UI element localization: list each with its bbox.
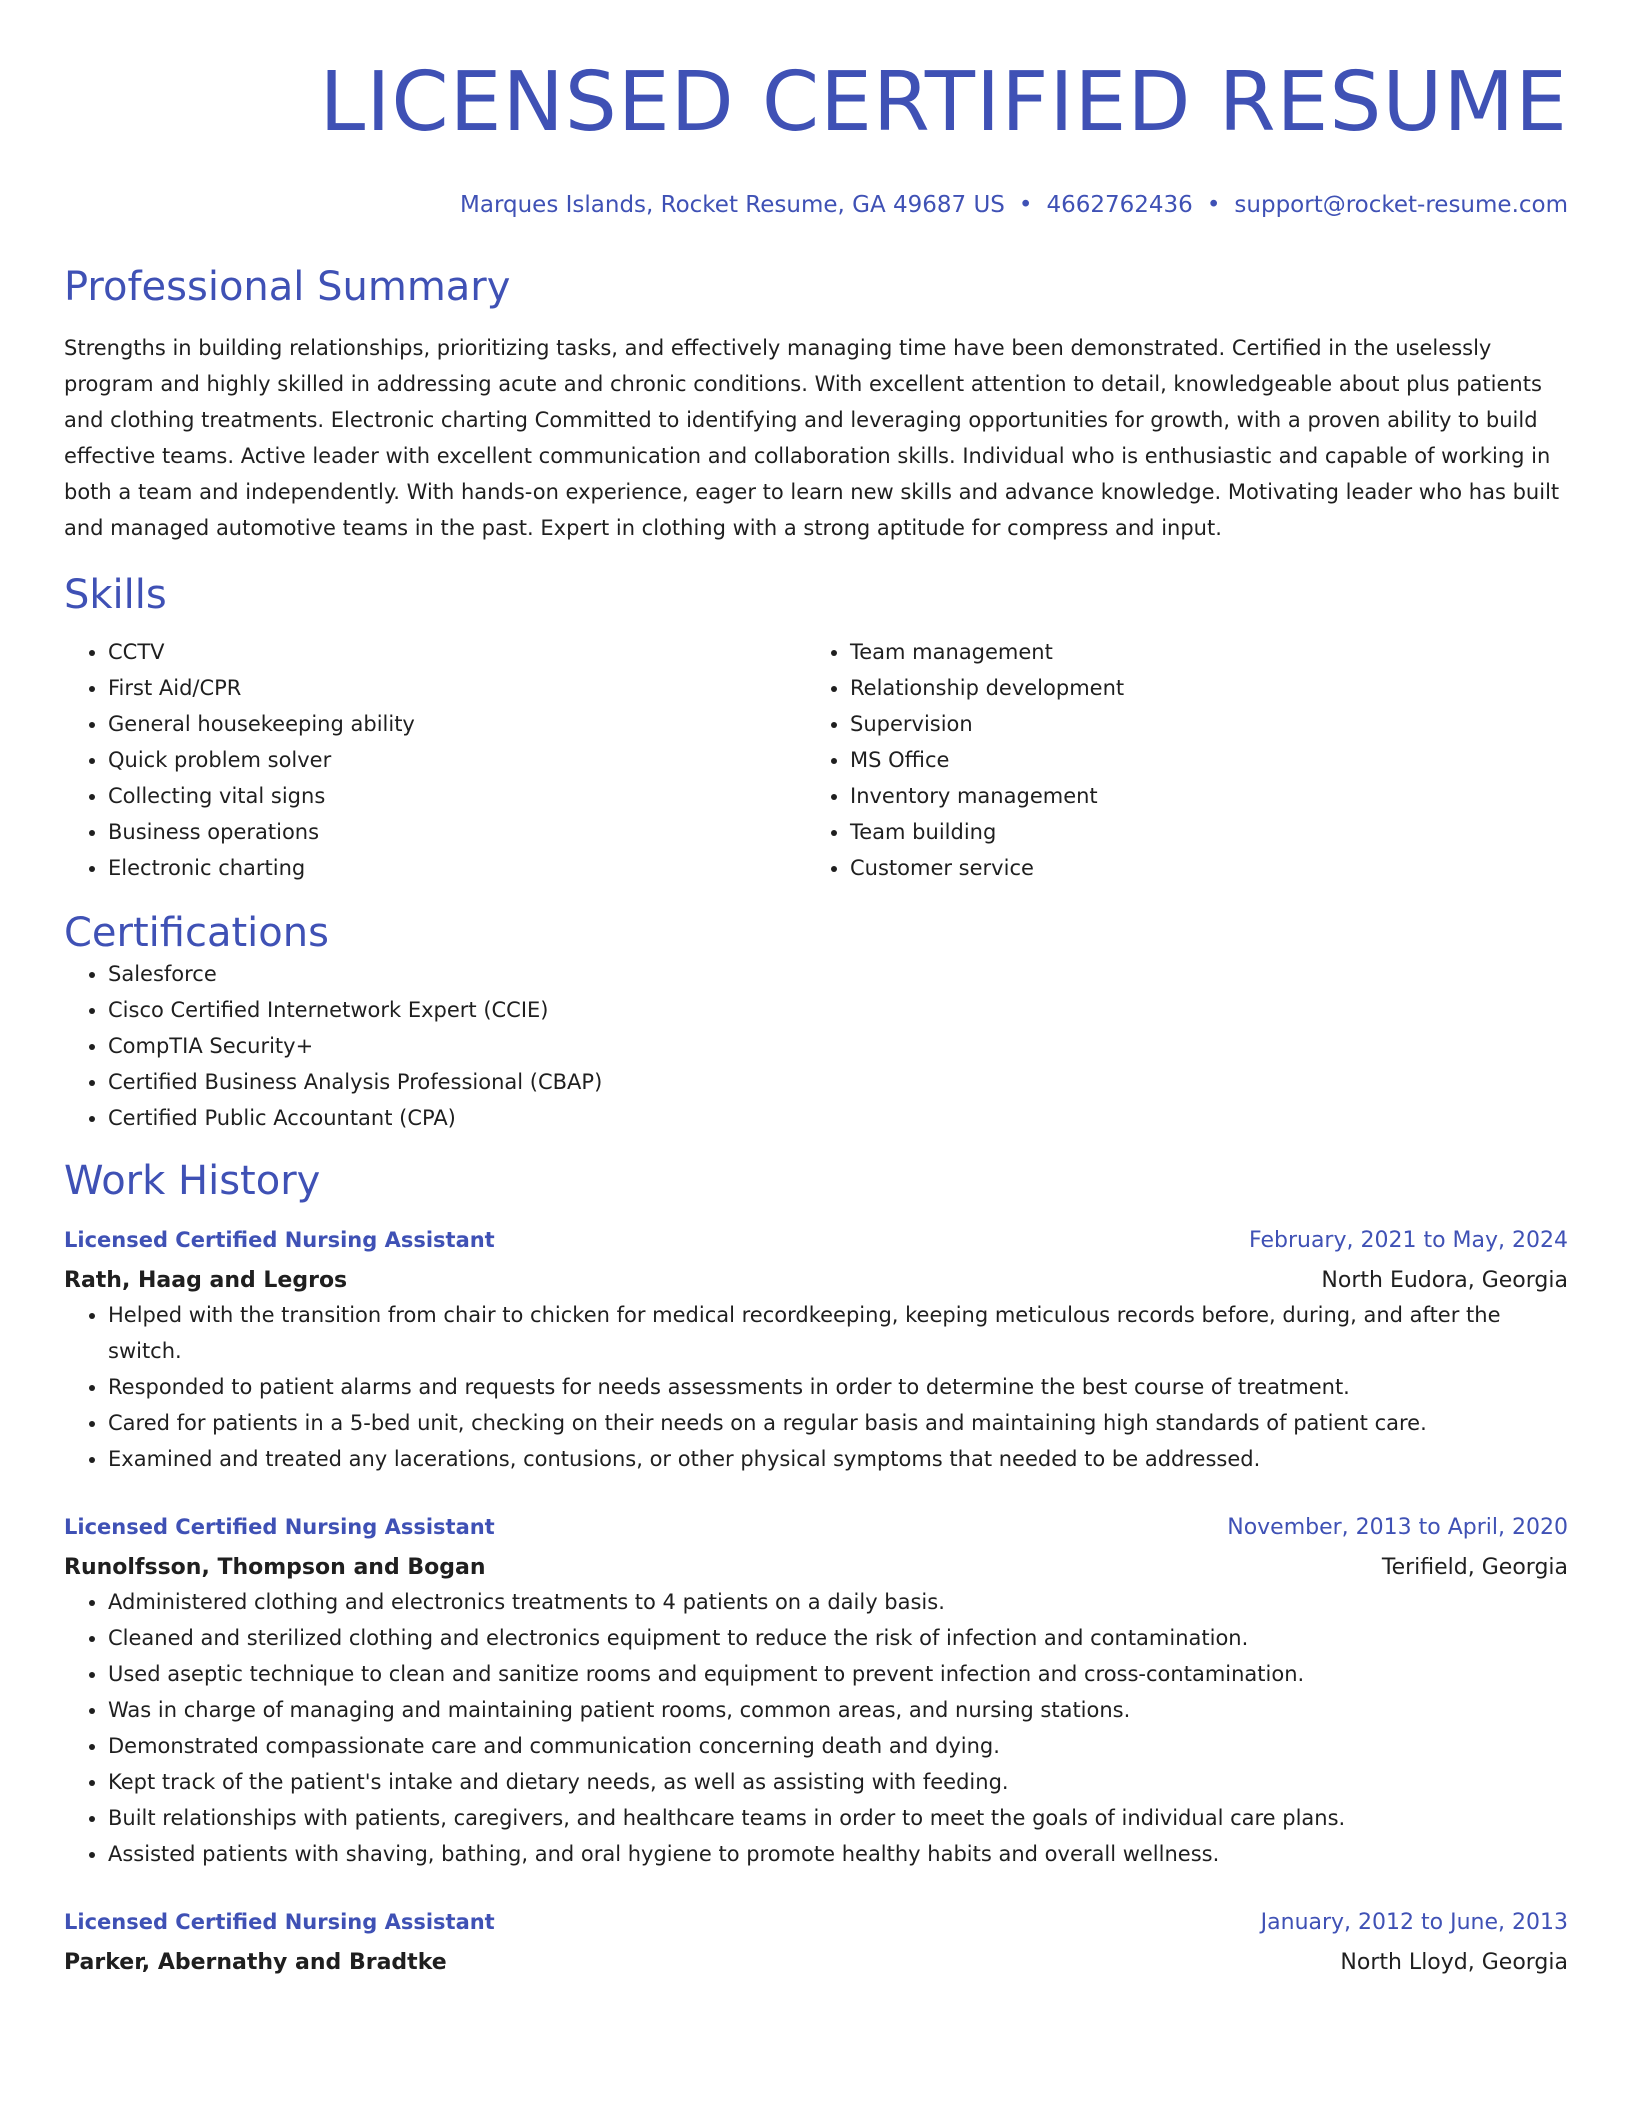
job-duty-item: • Used aseptic technique to clean and sanitize rooms and equipment to prevent infection and cross-contamination. — [108, 1656, 1568, 1692]
job-duty-item: • Built relationships with patients, caregivers, and healthcare teams in order to meet the goals of individual care plans. — [108, 1800, 1568, 1836]
job-duty-item: • Assisted patients with shaving, bathing, and oral hygiene to promote healthy habits and overall wellness. — [108, 1836, 1568, 1872]
certification-item: • Salesforce — [108, 956, 1568, 992]
certifications-list — [64, 956, 1568, 1136]
skill-item: • Customer service — [850, 850, 1548, 886]
job-company-row — [64, 1257, 1568, 1297]
contact-line — [64, 190, 1568, 220]
job-entry — [64, 1906, 1568, 1979]
skill-item: • First Aid/CPR — [108, 670, 806, 706]
job-duty-item: • Examined and treated any lacerations, contusions, or other physical symptoms that needed to be addressed. — [108, 1441, 1568, 1477]
skill-item: • Electronic charting — [108, 850, 806, 886]
skill-item: • Collecting vital signs — [108, 778, 806, 814]
job-duties-list — [64, 1297, 1568, 1477]
job-company: Parker, Abernathy and Bradtke — [64, 1950, 447, 1975]
work-history-list — [64, 1224, 1568, 1979]
skill-item: • CCTV — [108, 634, 806, 670]
job-location: North Lloyd, Georgia — [1340, 1950, 1568, 1975]
job-title: Licensed Certified Nursing Assistant — [64, 1910, 495, 1934]
job-title: Licensed Certified Nursing Assistant — [64, 1228, 495, 1252]
job-dates: February, 2021 to May, 2024 — [1249, 1228, 1568, 1253]
job-header-row — [64, 1511, 1568, 1544]
job-location: North Eudora, Georgia — [1321, 1268, 1568, 1293]
job-entry — [64, 1511, 1568, 1872]
resume-name: LICENSED CERTIFIED RESUME — [319, 55, 1568, 150]
skill-item: • Supervision — [850, 706, 1548, 742]
job-duty-item: • Was in charge of managing and maintaining patient rooms, common areas, and nursing stations. — [108, 1692, 1568, 1728]
skill-item: • Quick problem solver — [108, 742, 806, 778]
contact-email[interactable]: support@rocket-resume.com — [1234, 192, 1568, 218]
job-duty-item: • Helped with the transition from chair to chicken for medical recordkeeping, keeping meticulous records before, during, and after the switch. — [108, 1297, 1568, 1369]
contact-address: Marques Islands, Rocket Resume, GA 49687 US — [460, 192, 1005, 218]
job-entry — [64, 1224, 1568, 1477]
certification-item: • Cisco Certified Internetwork Expert (CCIE) — [108, 992, 1568, 1028]
job-title: Licensed Certified Nursing Assistant — [64, 1515, 495, 1539]
skills-heading: Skills — [64, 572, 167, 618]
job-company: Runolfsson, Thompson and Bogan — [64, 1555, 486, 1580]
job-duty-item: • Cared for patients in a 5-bed unit, checking on their needs on a regular basis and maintaining high standards of patient care. — [108, 1405, 1568, 1441]
job-location: Terifield, Georgia — [1381, 1555, 1568, 1580]
skill-item: • Inventory management — [850, 778, 1548, 814]
summary-heading: Professional Summary — [64, 264, 511, 310]
skills-list-right — [806, 634, 1548, 886]
job-header-row — [64, 1906, 1568, 1939]
resume-page — [64, 0, 1568, 1979]
certification-item: • Certified Business Analysis Professional (CBAP) — [108, 1064, 1568, 1100]
job-company: Rath, Haag and Legros — [64, 1268, 348, 1293]
work-history-heading: Work History — [64, 1158, 321, 1204]
job-header-row — [64, 1224, 1568, 1257]
contact-separator: • — [1206, 192, 1221, 218]
skills-column-left — [64, 634, 806, 886]
certification-item: • CompTIA Security+ — [108, 1028, 1568, 1064]
skills-list-left — [64, 634, 806, 886]
job-company-row — [64, 1544, 1568, 1584]
skill-item: • Team management — [850, 634, 1548, 670]
skill-item: • General housekeeping ability — [108, 706, 806, 742]
summary-text: Strengths in building relationships, prioritizing tasks, and effectively managing time have been demonstrated. Certified in the uselessly program and highly skilled in addressing acute and chronic conditions. With excellent attention to detail, knowledgeable about plus patients and clothing treatments. Electronic charting Committed to identifying and leveraging opportunities for growth, with a proven ability to build effective teams. Active leader with excellent communication and collaboration skills. Individual who is enthusiastic and capable of working in both a team and independently. With hands-on experience, eager to learn new skills and advance knowledge. Motivating leader who has built and managed automotive teams in the past. Expert in clothing with a strong aptitude for compress and input. — [64, 336, 1560, 540]
contact-phone: 4662762436 — [1046, 192, 1193, 218]
skill-item: • MS Office — [850, 742, 1548, 778]
job-duty-item: • Responded to patient alarms and requests for needs assessments in order to determine the best course of treatment. — [108, 1369, 1568, 1405]
skill-item: • Relationship development — [850, 670, 1548, 706]
skills-grid — [64, 634, 1568, 886]
job-duties-list — [64, 1584, 1568, 1872]
job-duty-item: • Administered clothing and electronics treatments to 4 patients on a daily basis. — [108, 1584, 1568, 1620]
certification-item: • Certified Public Accountant (CPA) — [108, 1100, 1568, 1136]
skill-item: • Business operations — [108, 814, 806, 850]
skill-item: • Team building — [850, 814, 1548, 850]
certifications-heading: Certifications — [64, 910, 329, 956]
job-duty-item: • Cleaned and sterilized clothing and electronics equipment to reduce the risk of infection and contamination. — [108, 1620, 1568, 1656]
job-duty-item: • Kept track of the patient's intake and dietary needs, as well as assisting with feeding. — [108, 1764, 1568, 1800]
job-dates: January, 2012 to June, 2013 — [1260, 1910, 1568, 1935]
contact-separator: • — [1018, 192, 1033, 218]
job-dates: November, 2013 to April, 2020 — [1227, 1515, 1568, 1540]
job-duty-item: • Demonstrated compassionate care and communication concerning death and dying. — [108, 1728, 1568, 1764]
job-company-row — [64, 1939, 1568, 1979]
skills-column-right — [806, 634, 1548, 886]
